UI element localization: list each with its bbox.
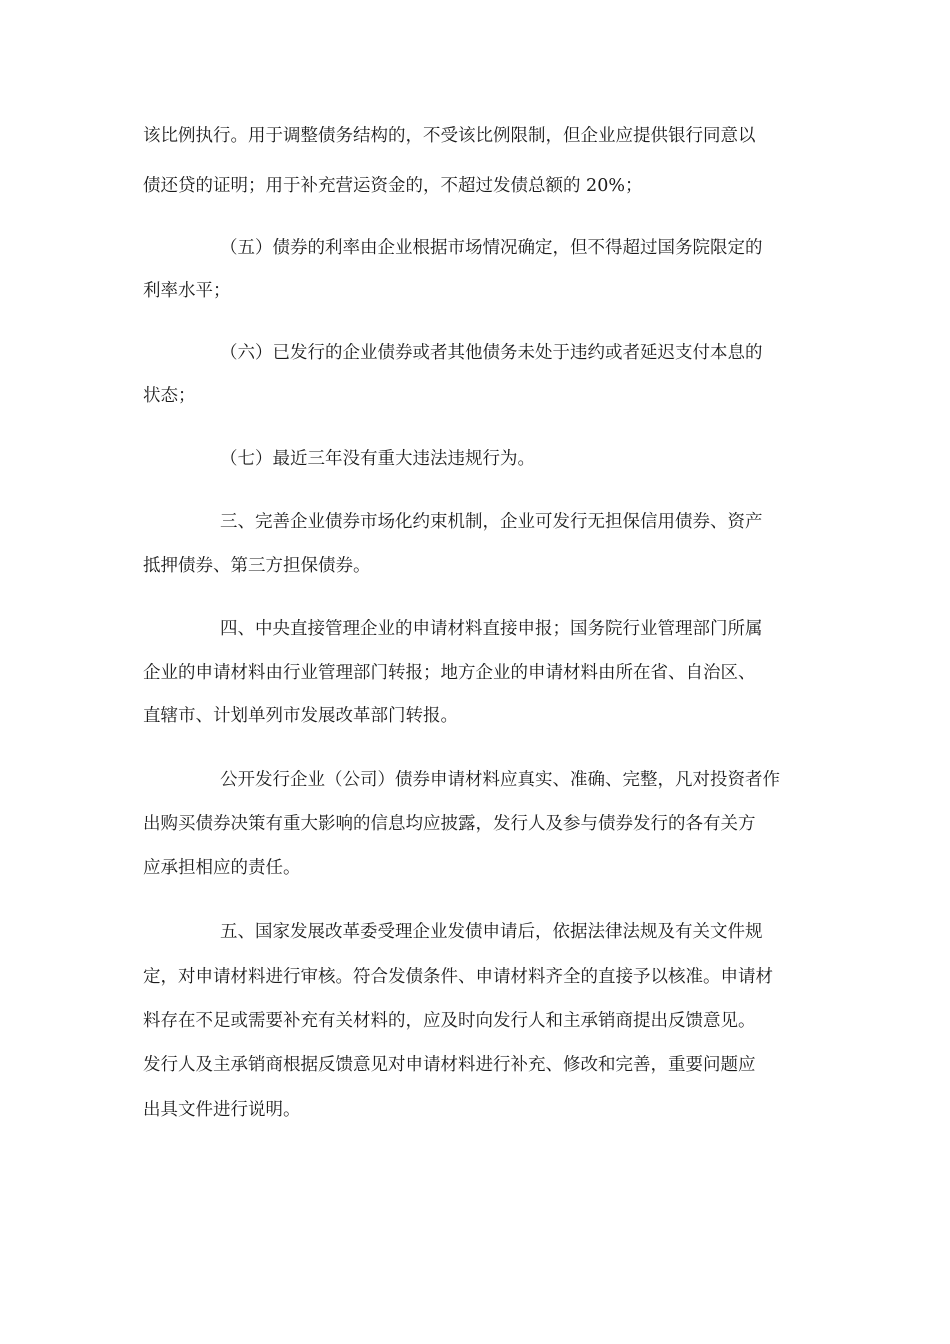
text-line: 该比例执行。用于调整债务结构的，不受该比例限制，但企业应提供银行同意以 — [143, 126, 756, 146]
text-line: 五、国家发展改革委受理企业发债申请后，依据法律法规及有关文件规 — [220, 922, 763, 942]
text-line: 抵押债券、第三方担保债券。 — [143, 556, 371, 576]
text-line: 公开发行企业（公司）债券申请材料应真实、准确、完整，凡对投资者作 — [220, 770, 780, 790]
text-line: 四、中央直接管理企业的申请材料直接申报；国务院行业管理部门所属 — [220, 619, 763, 639]
text-line: 料存在不足或需要补充有关材料的，应及时向发行人和主承销商提出反馈意见。 — [143, 1011, 756, 1031]
text-line: 三、完善企业债券市场化约束机制，企业可发行无担保信用债券、资产 — [220, 512, 763, 532]
text-line: 定，对申请材料进行审核。符合发债条件、申请材料齐全的直接予以核准。申请材 — [143, 967, 773, 987]
text-line: 直辖市、计划单列市发展改革部门转报。 — [143, 706, 458, 726]
text-line: （七）最近三年没有重大违法违规行为。 — [220, 449, 535, 469]
text-line: 债还贷的证明；用于补充营运资金的，不超过发债总额的 20%； — [143, 176, 643, 196]
text-line: 应承担相应的责任。 — [143, 858, 301, 878]
text-line: 状态； — [143, 386, 196, 406]
text-line: 企业的申请材料由行业管理部门转报；地方企业的申请材料由所在省、自治区、 — [143, 663, 756, 683]
text-line: 出购买债券决策有重大影响的信息均应披露，发行人及参与债券发行的各有关方 — [143, 814, 756, 834]
text-line: （六）已发行的企业债券或者其他债务未处于违约或者延迟支付本息的 — [220, 343, 763, 363]
text-line: 利率水平； — [143, 281, 231, 301]
text-line: 发行人及主承销商根据反馈意见对申请材料进行补充、修改和完善，重要问题应 — [143, 1055, 756, 1075]
text-line: 出具文件进行说明。 — [143, 1100, 301, 1120]
text-line: （五）债券的利率由企业根据市场情况确定，但不得超过国务院限定的 — [220, 238, 763, 258]
